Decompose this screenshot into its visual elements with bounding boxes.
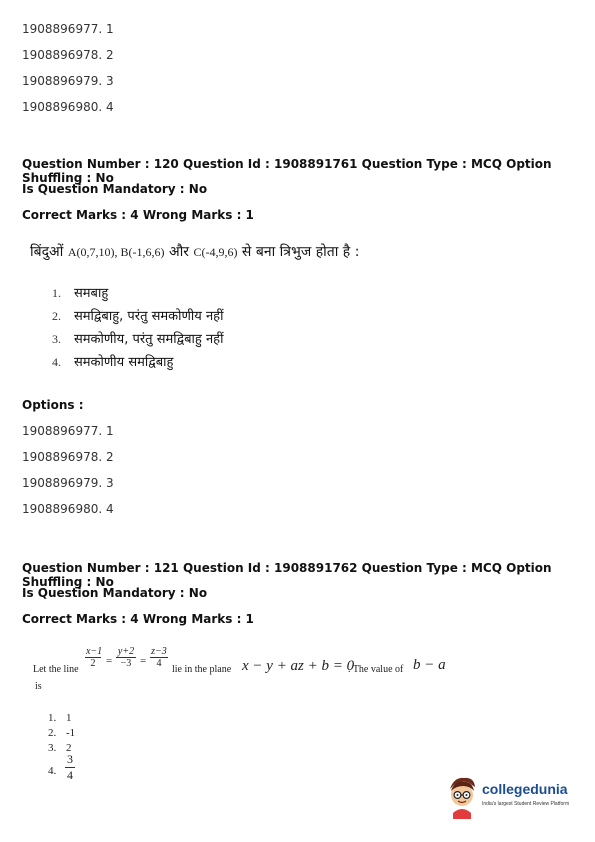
option-item: 1908896978. 2 <box>22 450 114 464</box>
fraction <box>85 646 101 669</box>
option-item: 1908896980. 4 <box>22 100 114 114</box>
fraction-denominator: 4 <box>156 658 162 669</box>
choice-text: 1 <box>66 712 72 724</box>
question-mandatory: Is Question Mandatory : No <box>22 586 208 600</box>
options-label: Options : <box>22 398 84 412</box>
fraction-numerator: z−3 <box>151 646 167 657</box>
choice-text: समकोणीय समद्विबाहु <box>74 355 174 370</box>
choice-item <box>52 306 223 324</box>
question-text-part: बिंदुओं <box>30 244 64 260</box>
choice-text: समबाहु <box>74 286 109 301</box>
question-header: Question Number : 121 Question Id : 1908891762 Question Type : MCQ Option Shuffling : No <box>22 561 552 589</box>
choice-text: -1 <box>66 727 76 739</box>
question-continuation: is <box>35 681 42 692</box>
logo-tagline: India's largest Student Review Platform <box>482 801 570 807</box>
collegedunia-logo <box>444 775 584 825</box>
choice-item <box>48 727 75 739</box>
mascot-icon <box>444 775 480 819</box>
plane-equation: x − y + az + b = 0 <box>242 658 355 674</box>
question-prefix: Let the line <box>33 664 79 675</box>
fraction-numerator: x−1 <box>86 646 103 657</box>
fraction-numerator: y+2 <box>117 646 135 657</box>
question-point-c: C(-4,9,6) <box>193 245 238 259</box>
choice-text: समद्विबाहु, परंतु समकोणीय नहीं <box>74 309 224 324</box>
fraction <box>150 646 168 669</box>
choice-number: 1. <box>52 286 61 300</box>
question-middle: lie in the plane <box>172 664 232 675</box>
choice-item <box>52 329 223 347</box>
question-header: Question Number : 120 Question Id : 1908891761 Question Type : MCQ Option Shuffling : No <box>22 157 552 185</box>
fraction <box>65 752 75 783</box>
equals-sign: = <box>106 655 113 667</box>
choice-item <box>48 712 72 724</box>
fraction-denominator: −3 <box>120 658 132 669</box>
question-text-part: से बना त्रिभुज होता है : <box>241 244 360 260</box>
choice-text: समकोणीय, परंतु समद्विबाहु नहीं <box>74 332 224 347</box>
logo-name: collegedunia <box>482 781 568 797</box>
question-points: A(0,7,10), B(-1,6,6) <box>67 245 165 259</box>
choice-item <box>52 352 173 370</box>
choice-number: 4. <box>48 765 57 777</box>
option-item: 1908896978. 2 <box>22 48 114 62</box>
choice-number: 3. <box>52 332 61 346</box>
choice-number: 1. <box>48 712 57 724</box>
fraction-denominator: 4 <box>67 768 73 782</box>
fraction <box>116 646 136 669</box>
option-item: 1908896977. 1 <box>22 424 114 438</box>
option-item: 1908896979. 3 <box>22 476 114 490</box>
choice-number: 2. <box>48 727 57 739</box>
fraction-numerator: 3 <box>67 752 73 766</box>
question-text <box>30 242 359 261</box>
equals-sign: = <box>140 655 147 667</box>
choice-number: 4. <box>52 355 61 369</box>
option-item: 1908896979. 3 <box>22 74 114 88</box>
choice-number: 2. <box>52 309 61 323</box>
option-item: 1908896977. 1 <box>22 22 114 36</box>
choice-item <box>48 765 66 777</box>
question-marks: Correct Marks : 4 Wrong Marks : 1 <box>22 208 254 222</box>
choice-number: 3. <box>48 742 57 754</box>
choice-item <box>52 283 108 301</box>
option-item: 1908896980. 4 <box>22 502 114 516</box>
question-text-part: और <box>168 244 189 260</box>
question-marks: Correct Marks : 4 Wrong Marks : 1 <box>22 612 254 626</box>
question-mandatory: Is Question Mandatory : No <box>22 182 208 196</box>
choice-text: 2 <box>66 742 72 754</box>
question-suffix: . The value of <box>348 664 404 675</box>
fraction-denominator: 2 <box>90 658 96 669</box>
expression: b − a <box>413 657 446 673</box>
